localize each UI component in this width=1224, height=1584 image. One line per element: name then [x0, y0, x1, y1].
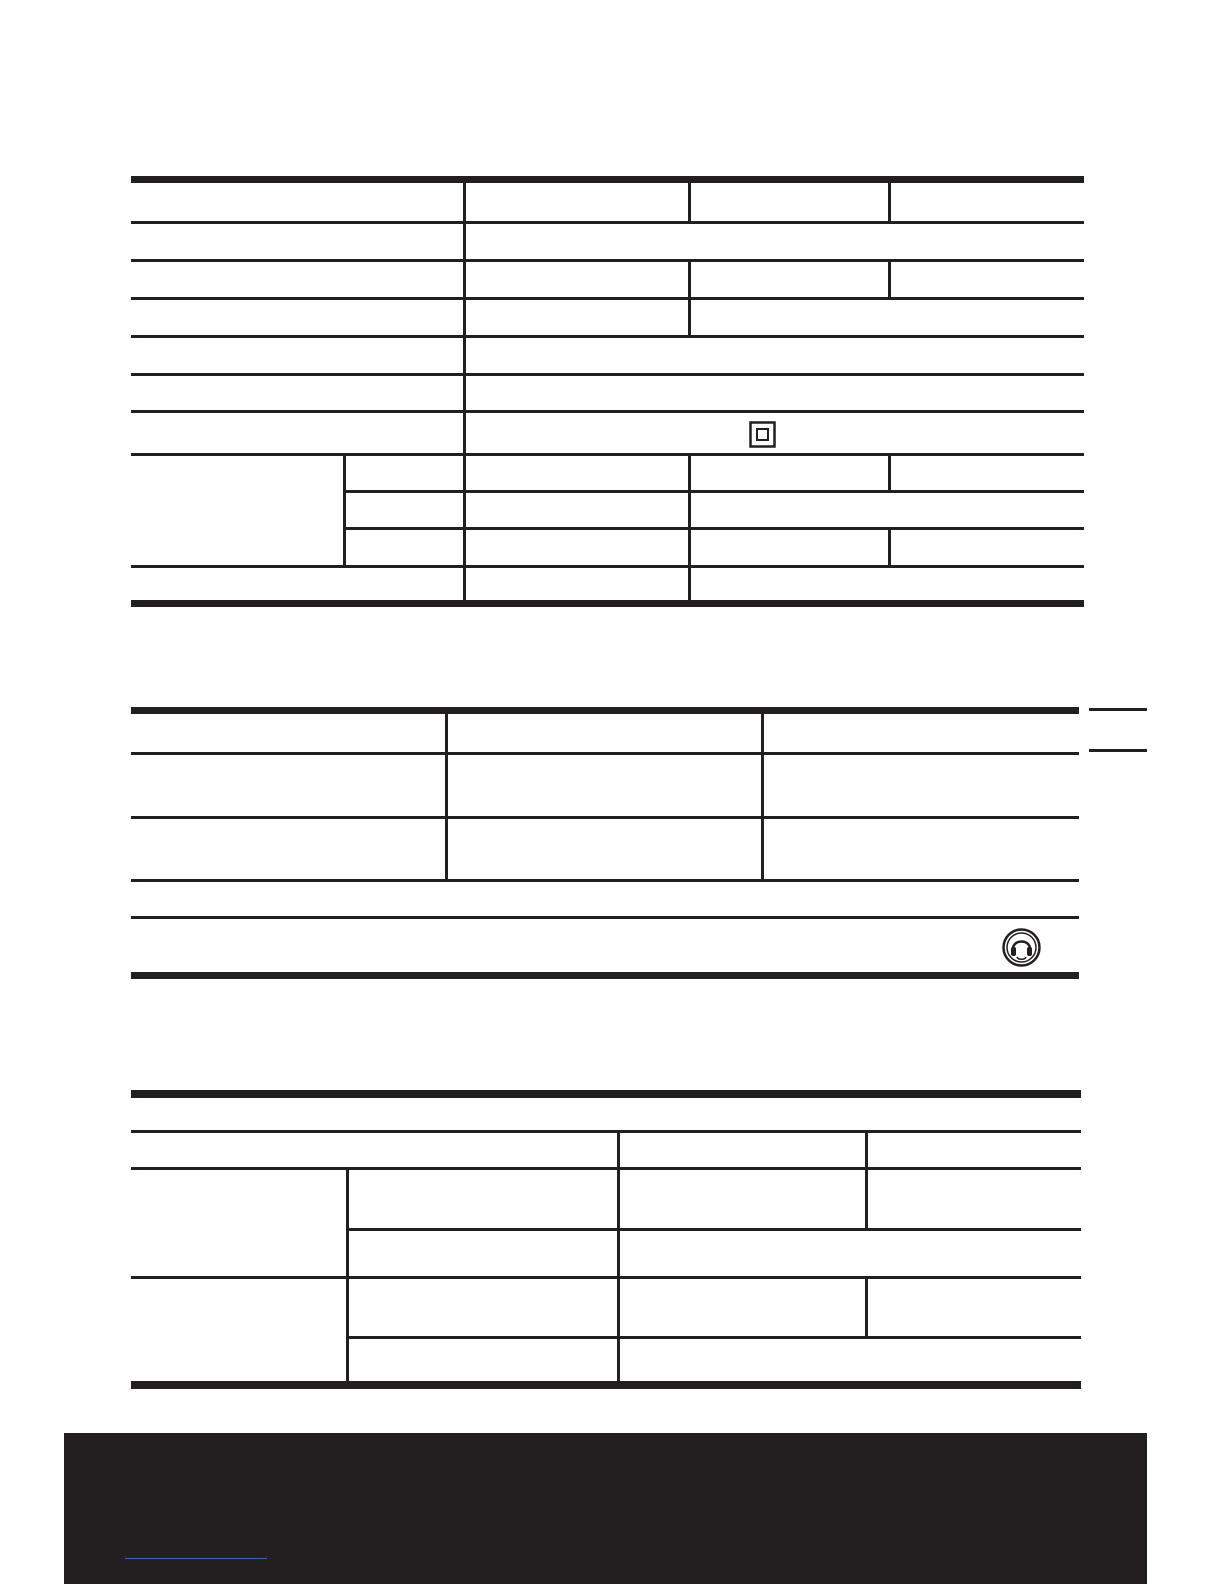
column-divider	[688, 568, 691, 600]
row-divider	[131, 916, 1079, 919]
column-divider	[688, 456, 691, 490]
column-divider	[865, 1133, 868, 1167]
column-divider	[688, 530, 691, 565]
table-bottom-rule	[131, 600, 1084, 607]
link-underline[interactable]	[125, 1558, 267, 1559]
column-divider	[688, 262, 691, 297]
row-divider	[131, 879, 1079, 882]
column-divider	[888, 262, 891, 297]
group-label-divider	[346, 1170, 349, 1381]
column-divider	[617, 1170, 620, 1381]
ear-protection-icon	[1002, 928, 1041, 967]
row-divider	[131, 752, 1079, 755]
column-divider	[888, 530, 891, 565]
row-divider	[131, 335, 1084, 338]
side-tab-top-line	[1089, 708, 1147, 711]
double-insulation-icon	[749, 421, 776, 448]
row-divider	[344, 490, 1084, 493]
row-divider	[347, 1336, 1081, 1339]
table-top-rule	[131, 1090, 1081, 1098]
column-divider	[888, 456, 891, 490]
row-divider	[131, 410, 1084, 413]
row-divider	[131, 259, 1084, 262]
column-divider	[617, 1133, 620, 1167]
row-divider	[131, 221, 1084, 224]
footer-band	[64, 1433, 1147, 1584]
table-bottom-rule	[131, 972, 1079, 979]
column-divider	[865, 1170, 868, 1228]
row-divider	[131, 373, 1084, 376]
row-divider	[347, 1228, 1081, 1231]
row-divider	[344, 527, 1084, 530]
table-top-rule	[131, 707, 1079, 714]
row-divider	[131, 297, 1084, 300]
table-top-rule	[131, 176, 1084, 183]
column-divider	[463, 183, 466, 600]
side-tab-bottom-line	[1089, 749, 1147, 752]
row-divider	[131, 1130, 1081, 1133]
table-bottom-rule	[131, 1381, 1081, 1389]
column-divider	[761, 714, 764, 879]
column-divider	[888, 183, 891, 221]
column-divider	[688, 493, 691, 527]
row-divider	[131, 565, 1084, 568]
row-divider	[131, 1167, 1081, 1170]
column-divider	[688, 300, 691, 335]
row-divider	[131, 453, 1084, 456]
row-divider	[131, 816, 1079, 819]
sub-label-divider	[343, 456, 346, 565]
row-divider	[131, 1276, 1081, 1279]
column-divider	[865, 1279, 868, 1336]
column-divider	[445, 714, 448, 879]
column-divider	[688, 183, 691, 221]
